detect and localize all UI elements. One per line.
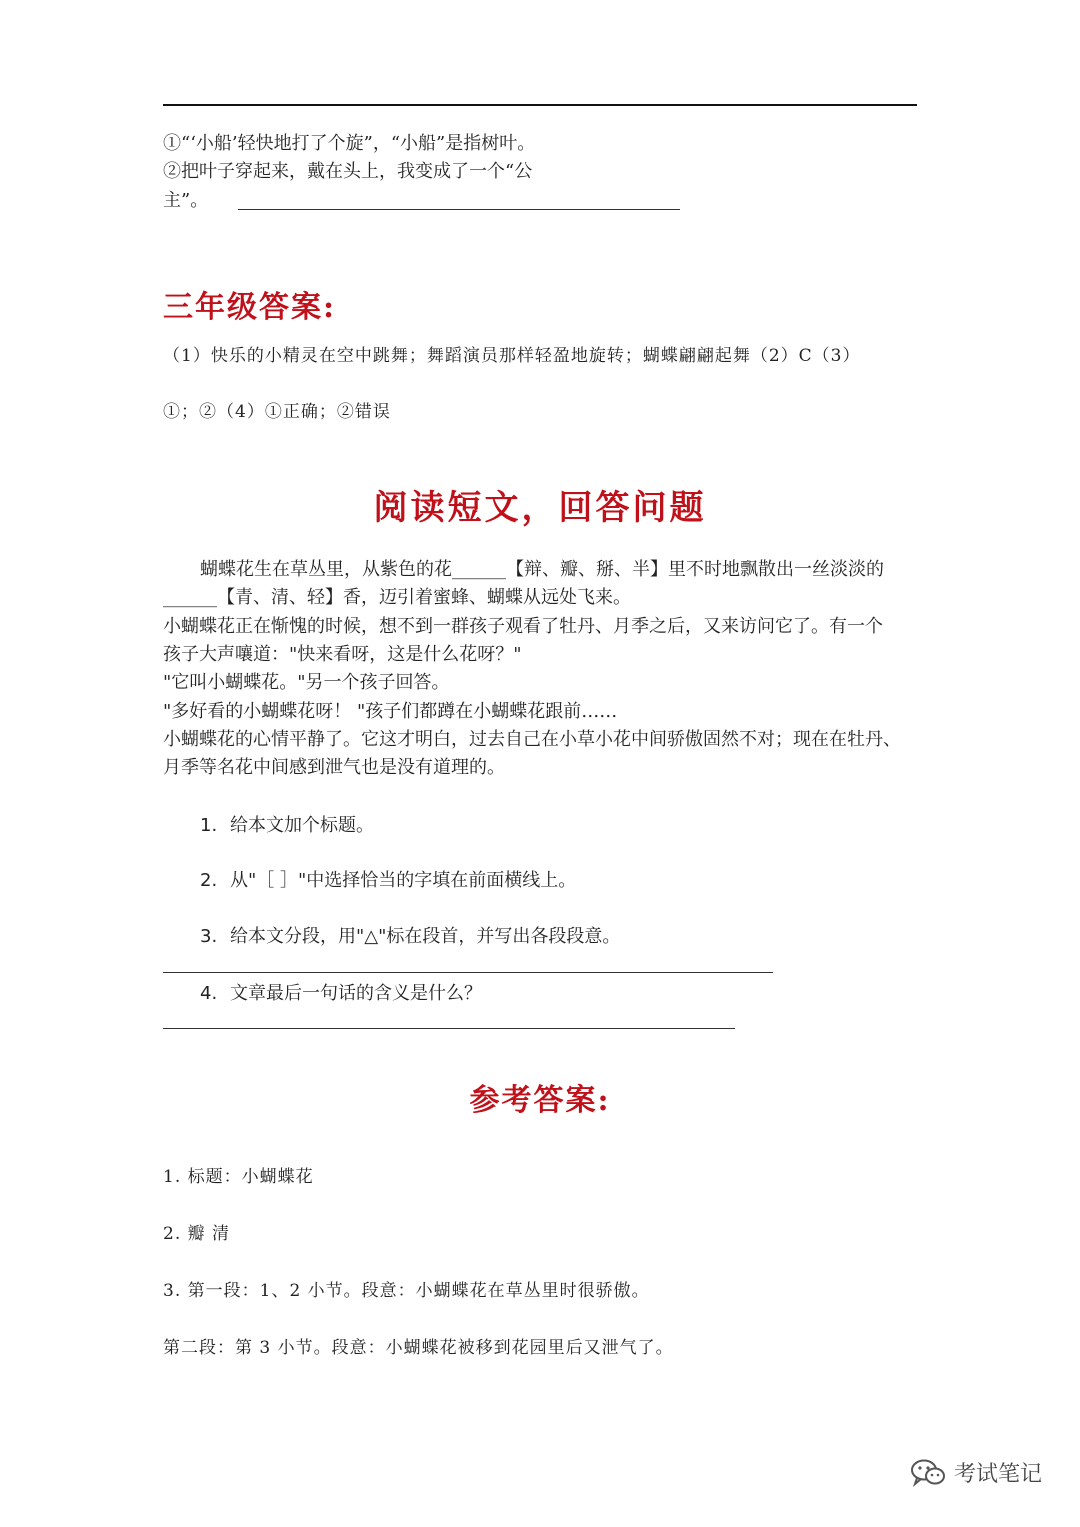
passage-p1-line2: ______【青、清、轻】香，迈引着蜜蜂、蝴蝶从远处飞来。 <box>163 587 631 608</box>
passage-p2-line1: 小蝴蝶花正在惭愧的时候，想不到一群孩子观看了牡丹、月季之后，又来访问它了。有一个 <box>163 616 883 637</box>
answer-line <box>163 1028 735 1029</box>
question-text: 给本文加个标题。 <box>230 815 374 836</box>
item-1: ①“‘小船’轻快地打了个旋”，“小船”是指树叶。 <box>163 133 536 154</box>
top-divider <box>163 104 917 106</box>
question-number: 2. <box>200 870 218 891</box>
grade3-answer-title: 三年级答案: <box>163 290 337 325</box>
watermark <box>910 1457 1042 1488</box>
passage-p5-line2: 月季等名花中间感到泄气也是没有道理的。 <box>163 757 505 778</box>
passage-p1-line1: 蝴蝶花生在草丛里，从紫色的花______【辩、瓣、掰、半】里不时地飘散出一丝淡淡的 <box>200 559 884 580</box>
question-text: 文章最后一句话的含义是什么？ <box>230 983 482 1004</box>
question-3 <box>200 923 620 951</box>
question-text: 给本文分段，用"△"标在段首，并写出各段段意。 <box>230 926 621 947</box>
reference-answer-1: 1. 标题：小蝴蝶花 <box>163 1167 314 1187</box>
item-2-line-1: ②把叶子穿起来，戴在头上，我变成了一个“公 <box>163 161 533 182</box>
question-number: 4. <box>200 983 218 1004</box>
question-number: 3. <box>200 926 218 947</box>
reading-title: 阅读短文，回答问题 <box>373 488 707 528</box>
reference-answer-2: 2. 瓣 清 <box>163 1224 231 1244</box>
watermark-text: 考试笔记 <box>953 1462 1042 1487</box>
question-1 <box>200 812 374 840</box>
passage-p5-line1: 小蝴蝶花的心情平静了。它这才明白，过去自己在小草小花中间骄傲固然不对；现在在牡丹、 <box>163 729 901 750</box>
reference-answer-3: 3. 第一段：1、2 小节。段意：小蝴蝶花在草丛里时很骄傲。 <box>163 1281 650 1301</box>
passage-p4: "多好看的小蝴蝶花呀！ "孩子们都蹲在小蝴蝶花跟前…… <box>163 701 618 722</box>
answer-line <box>163 972 773 973</box>
question-2 <box>200 867 576 895</box>
question-4 <box>200 980 482 1008</box>
reference-answer-title: 参考答案: <box>469 1083 611 1118</box>
grade3-answer-line-1: （1）快乐的小精灵在空中跳舞；舞蹈演员那样轻盈地旋转；蝴蝶翩翩起舞（2）C（3） <box>163 346 861 366</box>
answer-line <box>238 209 680 210</box>
wechat-icon <box>910 1458 946 1488</box>
item-2-line-2: 主”。 <box>163 190 209 211</box>
question-number: 1. <box>200 815 218 836</box>
reference-answer-4: 第二段：第 3 小节。段意：小蝴蝶花被移到花园里后又泄气了。 <box>163 1338 674 1358</box>
grade3-answer-line-2: ①；②（4）①正确；②错误 <box>163 402 391 422</box>
passage-p3: "它叫小蝴蝶花。"另一个孩子回答。 <box>163 672 450 693</box>
question-text: 从"［ ］"中选择恰当的字填在前面横线上。 <box>230 870 577 891</box>
passage-p2-line2: 孩子大声嚷道："快来看呀，这是什么花呀？" <box>163 644 522 665</box>
